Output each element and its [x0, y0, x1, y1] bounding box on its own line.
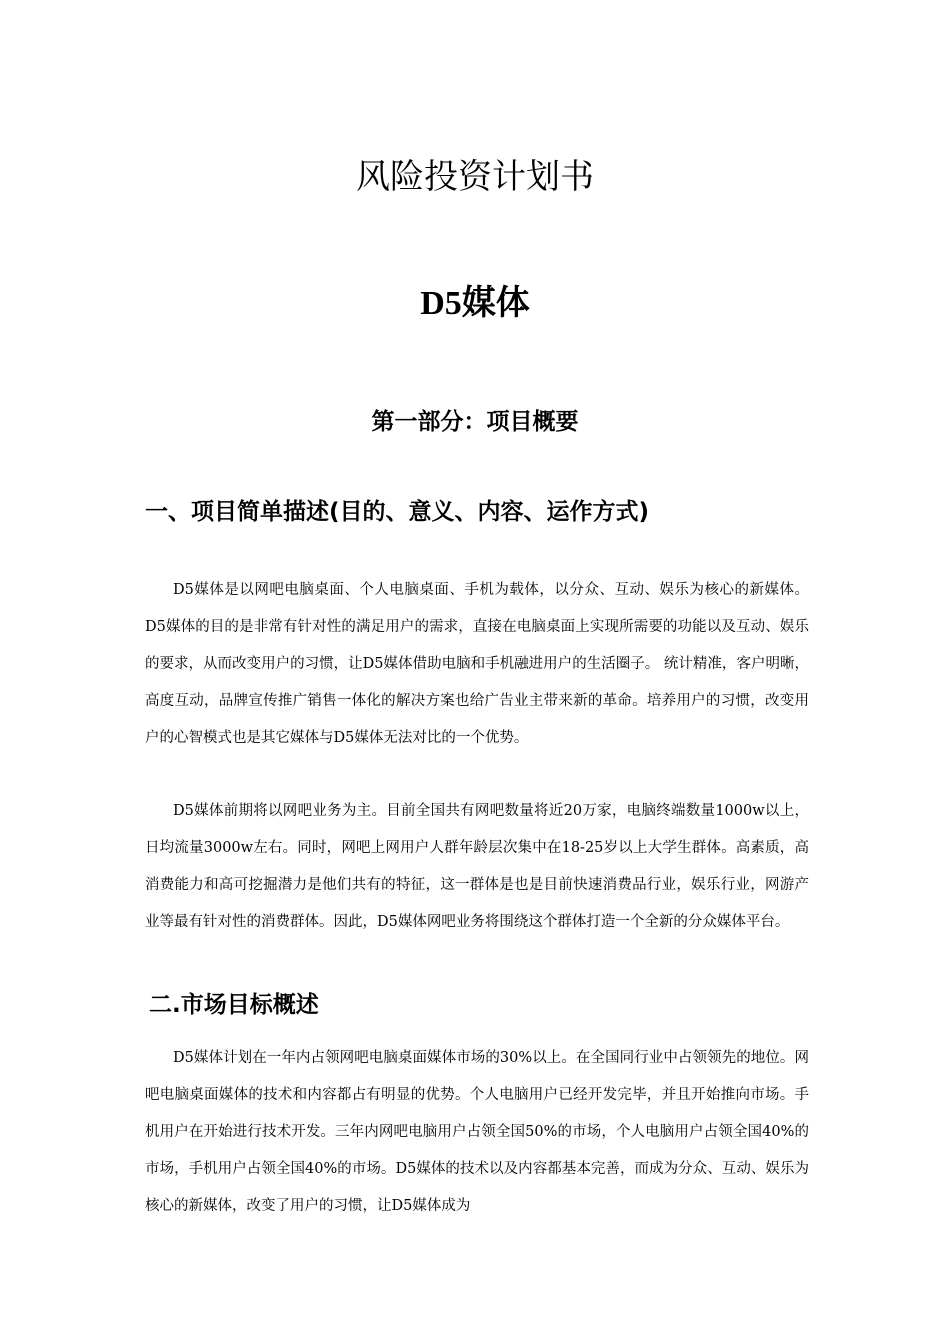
paragraph-project-description-2: D5媒体前期将以网吧业务为主。目前全国共有网吧数量将近20万家，电脑终端数量1000w以上，日均流量3000w左右。同时，网吧上网用户人群年龄层次集中在18-25岁以上大学生群体。高素质，高消费能力和高可挖掘潜力是他们共有的特征，这一群体是也是目前快速消费品行业，娱乐行业，网游产业等最有针对性的消费群体。因此，D5媒体网吧业务将围绕这个群体打造一个全新的分众媒体平台。 — [145, 803, 809, 930]
document-subtitle: D5媒体 — [420, 285, 530, 322]
paragraph-project-description-1: D5媒体是以网吧电脑桌面、个人电脑桌面、手机为载体，以分众、互动、娱乐为核心的新媒体。 D5媒体的目的是非常有针对性的满足用户的需求，直接在电脑桌面上实现所需要的功能以及互动、娱乐的要求，从而改变用户的习惯，让D5媒体借助电脑和手机融进用户的生活圈子。 统计精准，客户明晰，高度互动，品牌宣传推广销售一体化的解决方案也给广告业主带来新的革命。培养用户的习惯，改变用户的心智模式也是其它媒体与D5媒体无法对比的一个优势。 — [145, 582, 809, 746]
paragraph-market-target-1: D5媒体计划在一年内占领网吧电脑桌面媒体市场的30%以上。在全国同行业中占领领先的地位。网吧电脑桌面媒体的技术和内容都占有明显的优势。个人电脑用户已经开发完毕，并且开始推向市场。手机用户在开始进行技术开发。三年内网吧电脑用户占领全国50%的市场，个人电脑用户占领全国40%的市场，手机用户占领全国40%的市场。D5媒体的技术以及内容都基本完善，而成为分众、互动、娱乐为核心的新媒体，改变了用户的习惯，让D5媒体成为 — [145, 1050, 809, 1214]
document-title: 风险投资计划书 — [356, 157, 594, 197]
part-heading: 第一部分：项目概要 — [371, 409, 579, 435]
section-heading-project-description: 一、项目简单描述(目的、意义、内容、运作方式) — [145, 499, 650, 525]
section-heading-market-target: 二.市场目标概述 — [149, 992, 319, 1018]
